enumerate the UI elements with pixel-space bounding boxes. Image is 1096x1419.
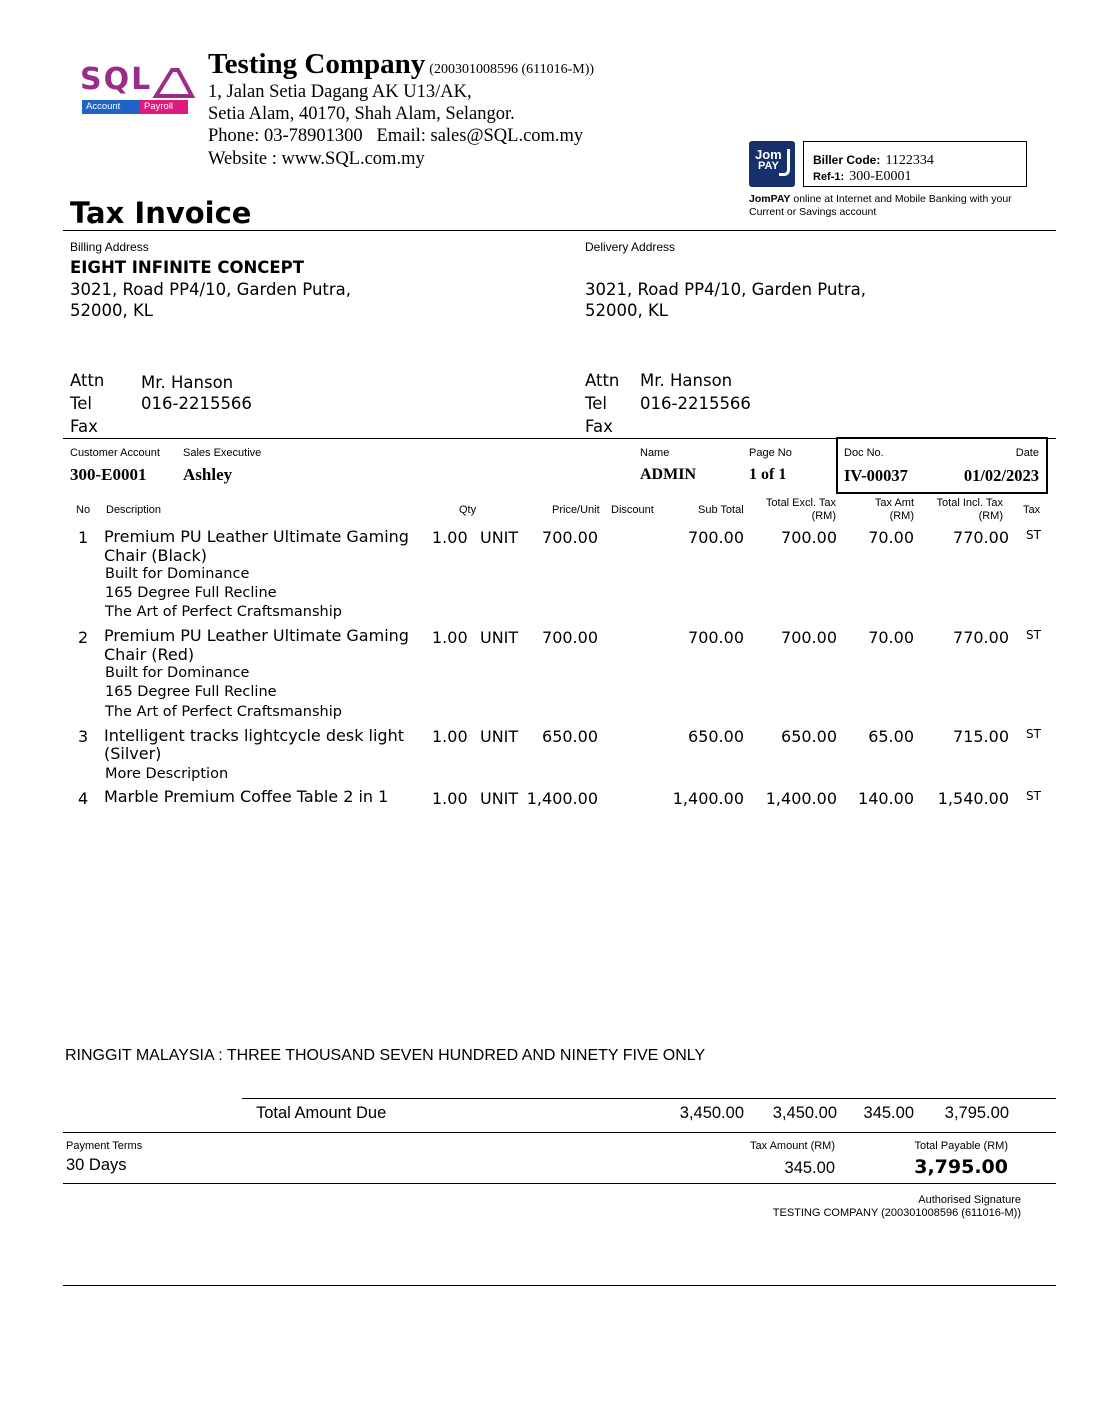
jompay-logo-icon (749, 141, 795, 187)
document-title: Tax Invoice (70, 196, 252, 230)
billing-fax-label: Fax (70, 417, 98, 436)
col-qty: Qty (459, 504, 477, 516)
biller-code-value: 1122334 (885, 153, 934, 168)
item-1-subtotal: 700.00 (688, 528, 744, 547)
col-excl-line1: Total Excl. Tax (765, 497, 836, 509)
item-3-incl: 715.00 (953, 727, 1009, 746)
item-2-excl: 700.00 (781, 628, 837, 647)
delivery-attn-label: Attn (585, 371, 620, 390)
col-taxamt-line2: (RM) (889, 510, 914, 522)
doc-date: 01/02/2023 (963, 466, 1039, 485)
item-1-tax: ST (1026, 528, 1041, 542)
amount-in-words: RINGGIT MALAYSIA : THREE THOUSAND SEVEN HUNDRED AND NINETY FIVE ONLY (65, 1047, 706, 1064)
item-2-desc1: Premium PU Leather Ultimate Gaming (104, 626, 409, 645)
delivery-line2: 52000, KL (585, 301, 668, 320)
jompay-logo-line2: PAY (758, 160, 779, 172)
item-3-price: 650.00 (542, 727, 598, 746)
divider-footer (63, 1285, 1056, 1286)
item-4-tax: ST (1026, 789, 1041, 803)
jompay-note (749, 193, 1049, 219)
col-excl-line2: (RM) (811, 510, 836, 522)
col-incl (937, 497, 1003, 523)
item-2-sub-3: The Art of Perfect Craftsmanship (105, 704, 342, 720)
billing-tel-label: Tel (70, 394, 93, 413)
company-logo (72, 62, 194, 122)
item-1-sub-1: Built for Dominance (105, 566, 250, 582)
item-1-taxamt: 70.00 (868, 528, 914, 547)
item-1-sub-3: The Art of Perfect Craftsmanship (105, 604, 342, 620)
ref-value: 300-E0001 (849, 169, 912, 184)
total-taxamt: 345.00 (863, 1104, 914, 1122)
col-discount: Discount (611, 504, 654, 516)
item-1-price: 700.00 (542, 528, 598, 547)
item-4-excl: 1,400.00 (765, 789, 837, 808)
delivery-attn: Mr. Hanson (640, 371, 733, 390)
logo-swoosh-icon (152, 66, 196, 100)
billing-attn: Mr. Hanson (141, 373, 234, 392)
item-1-excl: 700.00 (781, 528, 837, 547)
company-website: Website : www.SQL.com.my (208, 149, 425, 169)
item-4-incl: 1,540.00 (937, 789, 1009, 808)
doc-no: IV-00037 (844, 466, 908, 485)
payment-terms-label: Payment Terms (66, 1140, 143, 1152)
total-incl: 3,795.00 (944, 1104, 1009, 1122)
divider-payment (63, 1183, 1056, 1184)
item-4-no: 4 (78, 789, 89, 808)
divider-title (63, 230, 1056, 231)
doc-no-label: Doc No. (844, 447, 884, 459)
col-subtotal: Sub Total (698, 504, 744, 516)
company-reg: (200301008596 (611016-M)) (429, 62, 595, 77)
item-4-price: 1,400.00 (526, 789, 598, 808)
name-value: ADMIN (640, 466, 696, 483)
item-3-tax: ST (1026, 727, 1041, 741)
logo-text: SQL (80, 62, 153, 97)
date-label: Date (1015, 447, 1039, 459)
divider-total-top (242, 1098, 1056, 1099)
item-4-desc1: Marble Premium Coffee Table 2 in 1 (104, 787, 389, 806)
jompay-note-bold: JomPAY (749, 193, 791, 205)
biller-box (803, 141, 1027, 187)
jompay-logo-line1: Jom (755, 147, 782, 162)
delivery-fax-label: Fax (585, 417, 613, 436)
company-name (208, 48, 594, 81)
delivery-tel-label: Tel (585, 394, 608, 413)
sales-exec: Ashley (183, 465, 233, 484)
ref-label: Ref-1: (813, 171, 845, 183)
company-phone-email: Phone: 03-78901300 Email: sales@SQL.com.my (208, 126, 584, 146)
item-2-price: 700.00 (542, 628, 598, 647)
total-payable-label: Total Payable (RM) (914, 1140, 1008, 1152)
item-3-subtotal: 650.00 (688, 727, 744, 746)
jompay-note-line2: Current or Savings account (749, 206, 877, 218)
item-1-incl: 770.00 (953, 528, 1009, 547)
col-incl-line1: Total Incl. Tax (936, 497, 1003, 509)
billing-name: EIGHT INFINITE CONCEPT (70, 258, 305, 277)
delivery-tel: 016-2215566 (640, 394, 751, 413)
item-2-qty: 1.00 (432, 628, 468, 647)
item-4-taxamt: 140.00 (858, 789, 914, 808)
col-taxamt-line1: Tax Amt (874, 497, 914, 509)
item-3-uom: UNIT (480, 727, 519, 746)
item-2-tax: ST (1026, 628, 1041, 642)
item-2-uom: UNIT (480, 628, 519, 647)
billing-tel: 016-2215566 (141, 394, 252, 413)
signature-label: Authorised Signature (918, 1194, 1021, 1206)
item-3-desc1: Intelligent tracks lightcycle desk light (104, 726, 404, 745)
delivery-address-label: Delivery Address (585, 240, 676, 254)
billing-address-label: Billing Address (70, 240, 149, 254)
logo-sub-left: Account (86, 101, 121, 112)
item-3-excl: 650.00 (781, 727, 837, 746)
billing-line2: 52000, KL (70, 301, 153, 320)
company-address-line1: 1, Jalan Setia Dagang AK U13/AK, (208, 82, 472, 102)
col-price: Price/Unit (552, 504, 600, 516)
item-4-qty: 1.00 (432, 789, 468, 808)
payment-terms: 30 Days (66, 1156, 127, 1174)
total-excl: 3,450.00 (772, 1104, 837, 1122)
doc-box (836, 437, 1048, 494)
item-2-taxamt: 70.00 (868, 628, 914, 647)
item-4-subtotal: 1,400.00 (672, 789, 744, 808)
biller-code-label: Biller Code: (813, 153, 881, 167)
col-taxamt (875, 497, 914, 523)
item-1-desc2: Chair (Black) (104, 546, 207, 565)
item-1-qty: 1.00 (432, 528, 468, 547)
signature-company: TESTING COMPANY (200301008596 (611016-M)) (772, 1207, 1021, 1219)
total-amount-label: Total Amount Due (256, 1104, 387, 1122)
tax-amount-value: 345.00 (784, 1159, 835, 1177)
item-3-desc2: (Silver) (104, 744, 162, 763)
total-subtotal: 3,450.00 (679, 1104, 744, 1122)
logo-sub-right: Payroll (144, 101, 174, 112)
col-description: Description (106, 504, 162, 516)
item-2-subtotal: 700.00 (688, 628, 744, 647)
company-name-text: Testing Company (208, 48, 426, 80)
col-excl (766, 497, 836, 523)
name-label: Name (640, 447, 670, 459)
customer-account-label: Customer Account (70, 447, 160, 459)
sales-exec-label: Sales Executive (183, 447, 262, 459)
item-3-sub-1: More Description (105, 766, 229, 782)
item-3-qty: 1.00 (432, 727, 468, 746)
item-2-incl: 770.00 (953, 628, 1009, 647)
divider-total-bottom (63, 1132, 1056, 1133)
company-address-line2: Setia Alam, 40170, Shah Alam, Selangor. (208, 104, 515, 124)
item-3-taxamt: 65.00 (868, 727, 914, 746)
tax-amount-label: Tax Amount (RM) (750, 1140, 835, 1152)
item-2-desc2: Chair (Red) (104, 645, 195, 664)
customer-account: 300-E0001 (70, 465, 147, 484)
page-value: 1 of 1 (749, 466, 787, 483)
item-1-no: 1 (78, 528, 89, 547)
item-1-uom: UNIT (480, 528, 519, 547)
item-2-no: 2 (78, 628, 89, 647)
total-payable-value: 3,795.00 (914, 1156, 1008, 1178)
item-3-no: 3 (78, 727, 89, 746)
col-tax: Tax (1023, 504, 1041, 516)
col-incl-line2: (RM) (978, 510, 1003, 522)
item-4-uom: UNIT (480, 789, 519, 808)
jompay-note-rest: online at Internet and Mobile Banking with your (790, 193, 1012, 205)
jompay-logo-hook (779, 149, 790, 176)
col-no: No (76, 504, 91, 516)
item-2-sub-1: Built for Dominance (105, 665, 250, 681)
page-label: Page No (749, 447, 792, 459)
item-2-sub-2: 165 Degree Full Recline (105, 684, 277, 700)
item-1-sub-2: 165 Degree Full Recline (105, 585, 277, 601)
ref-row (813, 165, 911, 185)
billing-attn-label: Attn (70, 371, 105, 390)
delivery-line1: 3021, Road PP4/10, Garden Putra, (585, 280, 867, 299)
billing-line1: 3021, Road PP4/10, Garden Putra, (70, 280, 352, 299)
item-1-desc1: Premium PU Leather Ultimate Gaming (104, 527, 409, 546)
